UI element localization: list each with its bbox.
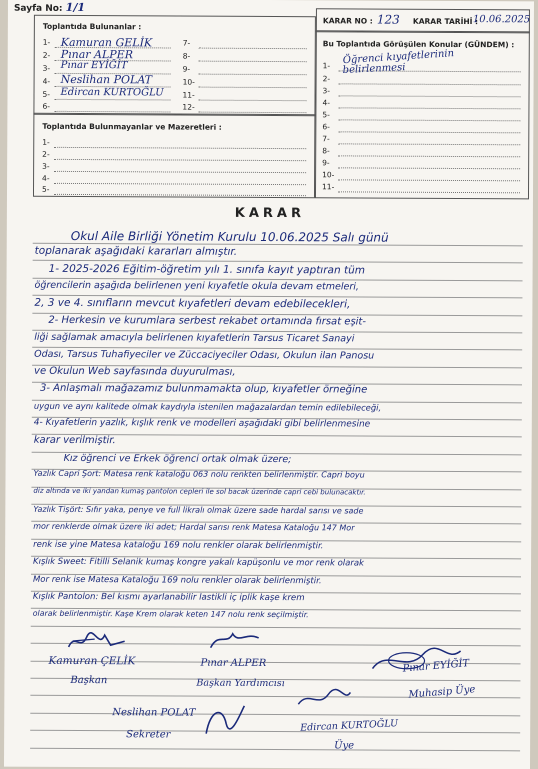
karar-line: Mor renk ise Matesa Kataloğu 169 nolu renkler olarak belirlenmiştir. xyxy=(32,574,322,587)
karar-line: öğrencilerin aşağıda belirlenen yeni kıyafetle okula devam etmeleri, xyxy=(34,279,359,293)
karar-line: Kışlık Pantolon: Bel kısmı ayarlanabilir lastikli iç iplik kaşe krem xyxy=(32,591,305,604)
karar-line: 1- 2025-2026 Eğitim-öğretim yılı 1. sınıfa kayıt yaptıran tüm xyxy=(48,262,366,277)
agenda-number: 2- xyxy=(322,74,331,84)
signature-name: Edircan KURTOĞLU xyxy=(300,718,399,734)
attendees-box xyxy=(33,15,316,116)
attendee-name: Neslihan POLAT xyxy=(60,72,153,87)
attendee-number: 6- xyxy=(42,101,50,111)
agenda-number: 5- xyxy=(322,110,330,120)
signature-scribble-4 xyxy=(200,700,248,740)
attendee-number: 2- xyxy=(42,50,51,60)
decision-date-label: KARAR TARİHİ : xyxy=(412,16,479,27)
absent-number: 4- xyxy=(42,173,50,183)
signature-role: Başkan xyxy=(70,674,108,687)
karar-line: diz altında ve iki yandan kumaş pantolon cepleri ile sol bacak üzerinde capri cebi bulunacaktır. xyxy=(33,486,366,497)
signature-scribble-2 xyxy=(207,628,267,654)
agenda-title: Bu Toplantıda Görüşülen Konular (GÜNDEM) : xyxy=(322,39,515,50)
attendee-number: 12- xyxy=(182,102,195,112)
ruled-line xyxy=(30,747,520,751)
decision-date-value: 10.06.2025 xyxy=(472,14,531,26)
ruled-lines xyxy=(8,0,534,1)
absent-box xyxy=(33,113,315,198)
signature-role: Muhasip Üye xyxy=(408,684,476,701)
agenda-number: 9- xyxy=(322,158,330,168)
signature-name: Kamuran ÇELİK xyxy=(48,654,136,668)
decision-no-label: KARAR NO : xyxy=(322,16,373,26)
karar-line: Kız öğrenci ve Erkek öğrenci ortak olmak üzere; xyxy=(63,452,292,466)
absent-title: Toplantıda Bulunmayanlar ve Mazeretleri : xyxy=(42,121,222,132)
karar-line: Kışlık Sweet: Fitilli Selanik kumaş kongre yakalı kapüşonlu ve mor renk olarak xyxy=(33,556,365,569)
karar-line: liği sağlamak amacıyla belirlenen kıyafetlerin Tarsus Ticaret Sanayi xyxy=(34,331,355,345)
attendee-number: 7- xyxy=(182,38,191,48)
decision-document-page xyxy=(4,0,534,769)
agenda-number: 6- xyxy=(322,122,330,132)
karar-line: 3- Anlaşmalı mağazamız bulunmamakta olup, kıyafetler örneğine xyxy=(39,382,368,396)
attendee-number: 1- xyxy=(42,37,51,47)
karar-line: toplanarak aşağıdaki kararları almıştır. xyxy=(34,244,238,258)
page-number-value: 1/1 xyxy=(65,0,86,15)
signature-role: Sekreter xyxy=(126,729,171,741)
agenda-number: 3- xyxy=(322,86,331,96)
karar-line: Yazlık Capri Şort: Matesa renk kataloğu 063 nolu renkten belirlenmiştir. Capri boyu xyxy=(33,468,365,480)
ruled-line xyxy=(30,713,520,717)
attendee-number: 5- xyxy=(42,89,51,99)
agenda-number: 4- xyxy=(322,98,330,108)
attendee-name: Pınar EYİĞİT xyxy=(60,59,128,72)
signature-role: Başkan Yardımcısı xyxy=(196,677,285,690)
attendee-name: Edircan KURTOĞLU xyxy=(60,86,164,99)
karar-line: Okul Aile Birliği Yönetim Kurulu 10.06.2025 Salı günü xyxy=(70,228,389,245)
agenda-number: 1- xyxy=(322,61,331,71)
absent-number: 2- xyxy=(42,149,50,159)
agenda-box xyxy=(315,30,530,199)
karar-line: uygun ve aynı kalitede olmak kaydıyla istenilen mağazalardan temin edilebileceği, xyxy=(33,400,382,413)
agenda-item: Öğrenci kıyafetlerinin xyxy=(342,48,455,67)
attendee-number: 11- xyxy=(182,90,195,100)
karar-line: karar verilmiştir. xyxy=(33,434,116,447)
signature-scribble-5 xyxy=(294,686,354,712)
karar-line: 2, 3 ve 4. sınıfların mevcut kıyafetleri devam edebilecekleri, xyxy=(34,296,351,311)
decision-no-value: 123 xyxy=(376,12,400,27)
page-number-label: Sayfa No: xyxy=(13,3,63,14)
karar-line: Yazlık Tişört: Sıfır yaka, penye ve full likralı olmak üzere sade hardal sarısı ve sade xyxy=(33,504,364,516)
karar-line: 4- Kıyafetlerin yazlık, kışlık renk ve modelleri aşağıdaki gibi belirlenmesine xyxy=(33,417,371,430)
signature-role: Üye xyxy=(334,740,355,752)
karar-line: renk ise yine Matesa kataloğu 169 nolu renkler olarak belirlenmiştir. xyxy=(33,539,324,552)
ruled-line xyxy=(30,730,520,734)
karar-line: olarak belirlenmiştir. Kaşe Krem olarak keten 147 nolu renk seçilmiştir. xyxy=(32,608,309,620)
karar-line: mor renklerde olmak üzere iki adet; Hardal sarısı renk Matesa Kataloğu 147 Mor xyxy=(33,521,355,533)
signature-scribble-1 xyxy=(65,629,135,653)
attendee-number: 10- xyxy=(182,77,195,87)
karar-line: 2- Herkesin ve kurumlara serbest rekabet ortamında fırsat eşit- xyxy=(48,314,367,328)
attendee-number: 4- xyxy=(42,76,51,86)
attendee-number: 3- xyxy=(42,63,51,73)
signature-name: Pınar EYİĞİT xyxy=(402,658,470,675)
attendee-name: Kamuran GELİK xyxy=(60,35,153,50)
signature-name: Pınar ALPER xyxy=(200,657,267,669)
karar-heading: KARAR xyxy=(234,205,306,222)
karar-line: Odası, Tarsus Tuhafiyeciler ve Züccaciyeciler Odası, Okulun ilan Panosu xyxy=(34,348,375,362)
agenda-item: belirlenmesi xyxy=(342,62,406,77)
attendee-number: 9- xyxy=(182,64,191,74)
absent-number: 3- xyxy=(42,161,50,171)
attendee-name: Pınar ALPER xyxy=(60,47,134,62)
absent-number: 1- xyxy=(42,137,50,147)
absent-number: 5- xyxy=(41,184,50,194)
agenda-number: 7- xyxy=(322,134,330,144)
page-number xyxy=(14,1,85,14)
agenda-number: 8- xyxy=(322,146,330,156)
karar-line: ve Okulun Web sayfasında duyurulması, xyxy=(34,365,236,378)
agenda-number: 11- xyxy=(322,182,335,192)
attendee-number: 8- xyxy=(182,51,191,61)
attendees-title: Toplantıda Bulunanlar : xyxy=(42,21,142,32)
signature-name: Neslihan POLAT xyxy=(112,707,196,719)
agenda-number: 10- xyxy=(322,170,335,180)
